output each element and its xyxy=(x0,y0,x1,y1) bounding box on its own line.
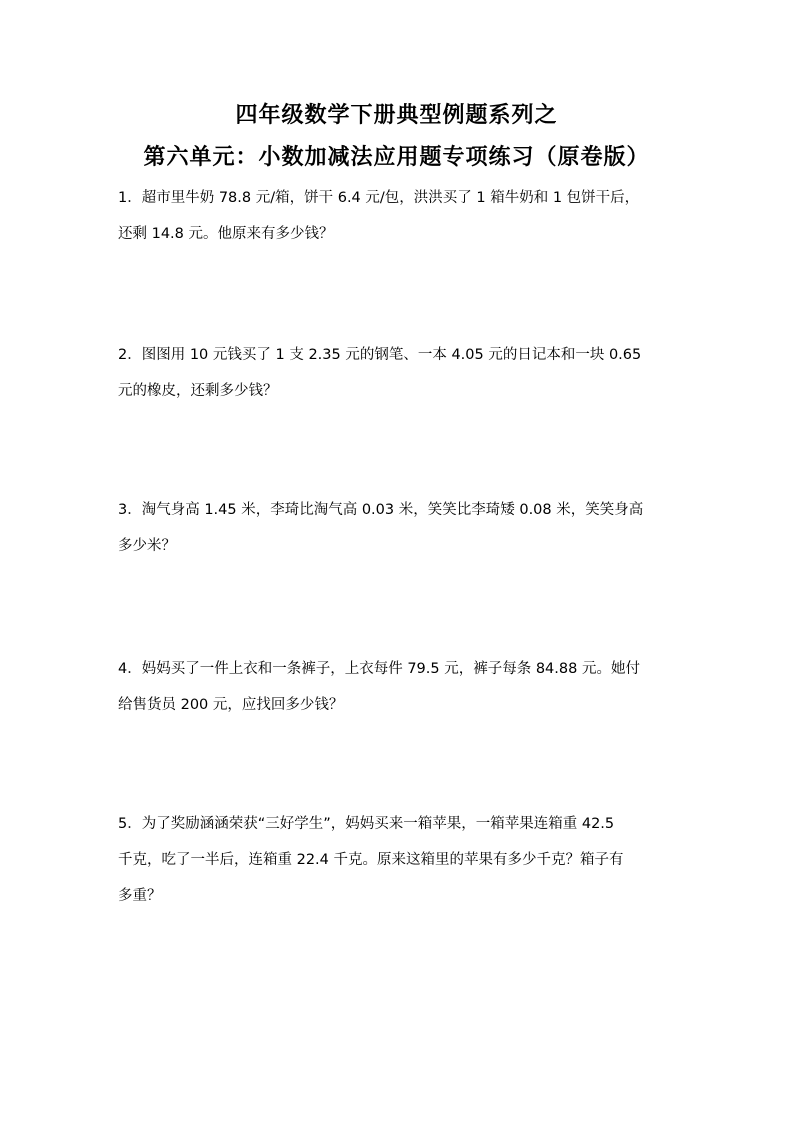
document-subtitle: 第六单元：小数加减法应用题专项练习（原卷版） xyxy=(143,145,650,170)
question-2-line-1: 2．图图用 10 元钱买了 1 支 2.35 元的钢笔、一本 4.05 元的日记本和一块 0.65 xyxy=(118,347,642,363)
question-3-line-2: 多少米？ xyxy=(118,538,176,554)
question-3 xyxy=(118,492,680,564)
question-5-line-2: 千克，吃了一半后，连箱重 22.4 千克。原来这箱里的苹果有多少千克？箱子有 xyxy=(118,852,624,868)
question-5-line-3: 多重？ xyxy=(118,888,162,904)
question-3-line-1: 3．淘气身高 1.45 米，李琦比淘气高 0.03 米，笑笑比李琦矮 0.08 米，笑笑身高 xyxy=(118,502,644,518)
question-1-line-1: 1．超市里牛奶 78.8 元/箱，饼干 6.4 元/包，洪洪买了 1 箱牛奶和 1 包饼干后， xyxy=(118,190,640,206)
question-1-line-2: 还剩 14.8 元。他原来有多少钱？ xyxy=(118,226,334,242)
question-2-line-2: 元的橡皮，还剩多少钱？ xyxy=(118,383,278,399)
question-2 xyxy=(118,337,680,409)
question-5 xyxy=(118,806,680,914)
question-1 xyxy=(118,180,680,252)
document-title: 四年级数学下册典型例题系列之 xyxy=(235,103,558,128)
question-4-line-1: 4．妈妈买了一件上衣和一条裤子，上衣每件 79.5 元，裤子每条 84.88 元。她付 xyxy=(118,661,640,677)
question-5-line-1: 5．为了奖励涵涵荣获“三好学生”，妈妈买来一箱苹果，一箱苹果连箱重 42.5 xyxy=(118,816,615,832)
question-4 xyxy=(118,651,680,723)
question-4-line-2: 给售货员 200 元，应找回多少钱？ xyxy=(118,697,344,713)
